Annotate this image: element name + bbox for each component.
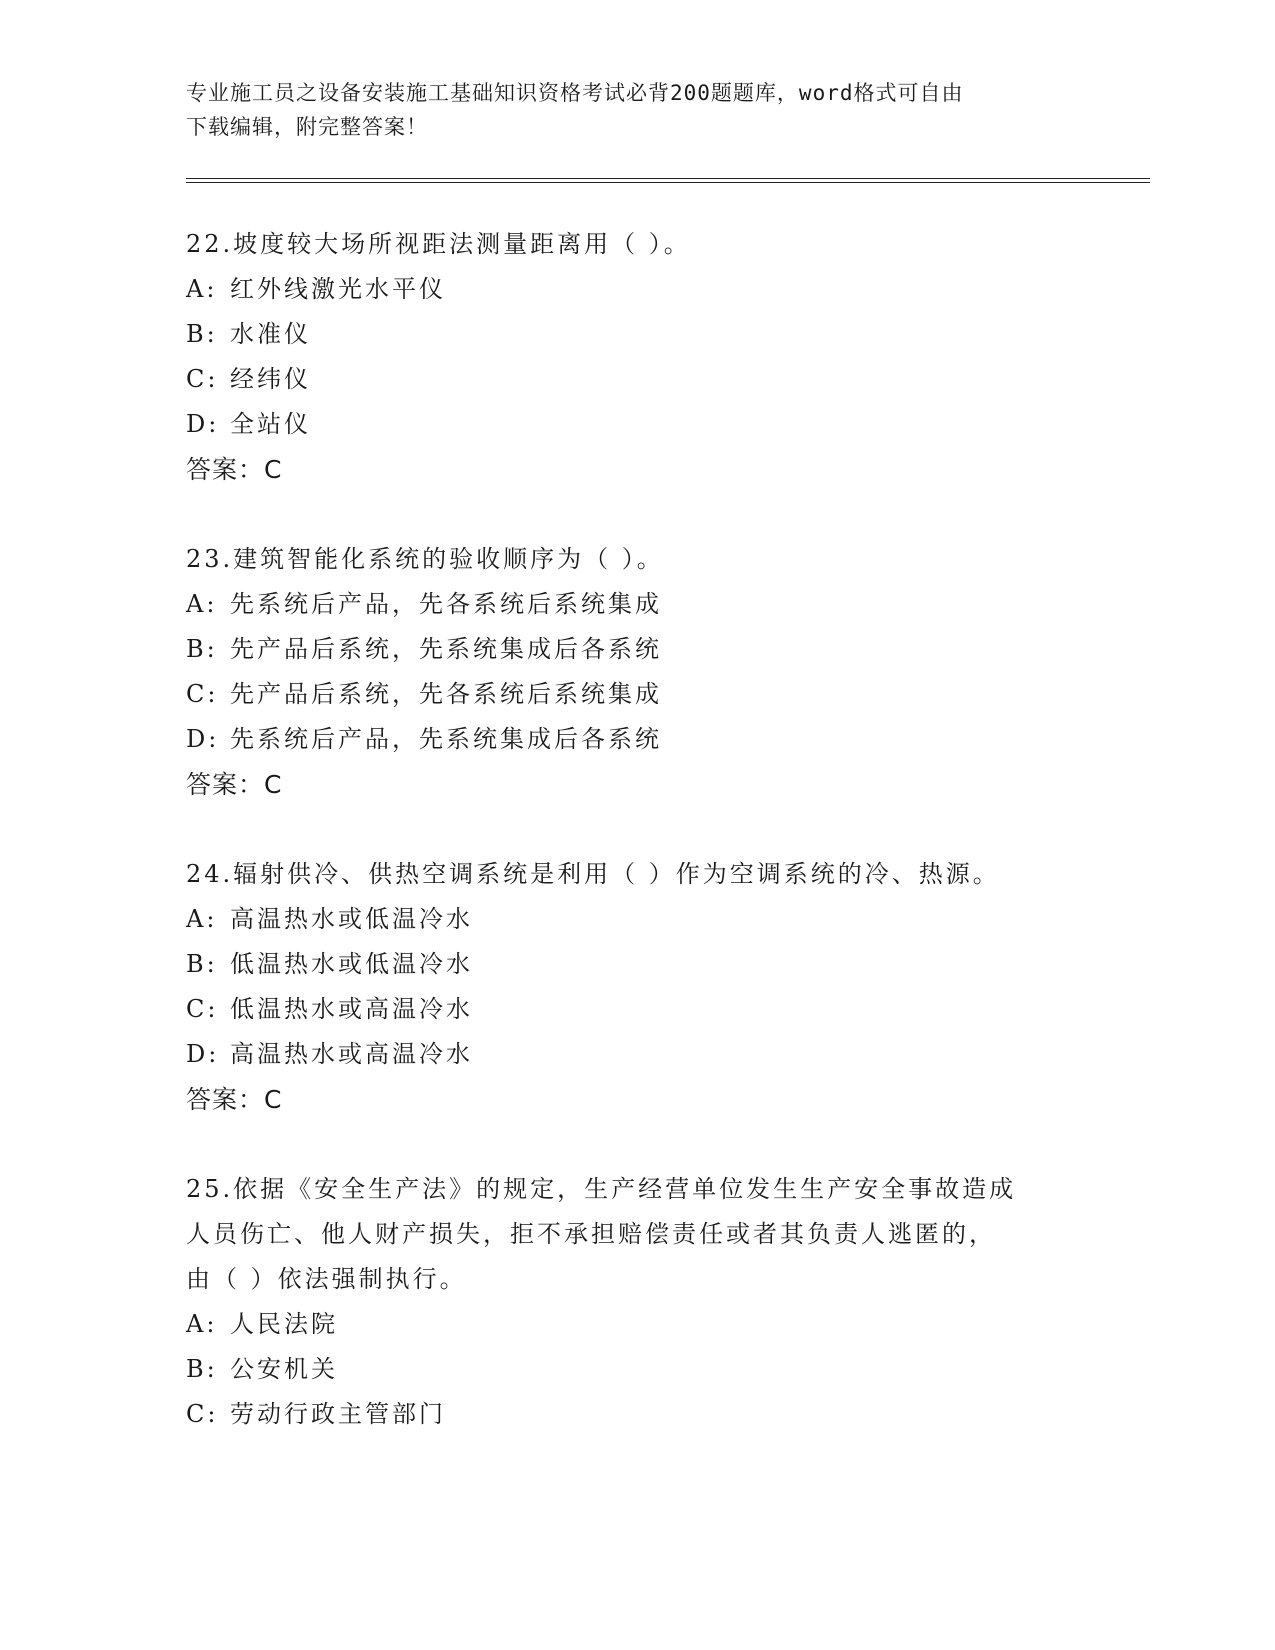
option-a (186, 582, 1086, 627)
option-text: 先产品后系统，先各系统后系统集成 (230, 680, 662, 708)
option-label: B: (186, 635, 218, 663)
question-stem-line-3: 由（ ）依法强制执行。 (186, 1265, 467, 1293)
option-text: 红外线激光水平仪 (230, 275, 446, 303)
option-label: C: (186, 1400, 219, 1428)
question-24 (186, 852, 1086, 1122)
option-label: C: (186, 680, 219, 708)
option-b (186, 312, 1086, 357)
option-a (186, 897, 1086, 942)
header-line-1: 专业施工员之设备安装施工基础知识资格考试必背200题题库，word格式可自由 (186, 81, 964, 105)
option-b (186, 1347, 1086, 1392)
option-label: A: (186, 590, 218, 618)
option-text: 先系统后产品，先各系统后系统集成 (230, 590, 662, 618)
option-text: 低温热水或低温冷水 (230, 950, 473, 978)
option-label: B: (186, 320, 218, 348)
option-label: D: (186, 410, 220, 438)
question-stem-line-1: 25.依据《安全生产法》的规定，生产经营单位发生生产安全事故造成 (186, 1175, 1017, 1203)
option-a (186, 267, 1086, 312)
option-label: C: (186, 365, 219, 393)
question-25 (186, 1167, 1086, 1437)
option-b (186, 627, 1086, 672)
option-label: D: (186, 725, 220, 753)
option-text: 人民法院 (230, 1310, 338, 1338)
header-divider-bottom (186, 182, 1150, 183)
option-label: A: (186, 275, 218, 303)
option-text: 公安机关 (230, 1355, 338, 1383)
answer-line: 答案：C (186, 1085, 283, 1114)
option-text: 全站仪 (230, 410, 311, 438)
answer-line: 答案：C (186, 455, 283, 484)
option-text: 低温热水或高温冷水 (230, 995, 473, 1023)
option-label: B: (186, 1355, 218, 1383)
question-stem: 22.坡度较大场所视距法测量距离用（ ）。 (186, 230, 691, 258)
option-text: 先产品后系统，先系统集成后各系统 (230, 635, 662, 663)
option-label: C: (186, 995, 219, 1023)
option-label: A: (186, 1310, 218, 1338)
option-text: 经纬仪 (230, 365, 311, 393)
question-stem-line-2: 人员伤亡、他人财产损失，拒不承担赔偿责任或者其负责人逃匿的， (186, 1220, 996, 1248)
question-23 (186, 537, 1086, 807)
option-c (186, 357, 1086, 402)
header-divider-top (186, 178, 1150, 179)
option-text: 高温热水或高温冷水 (230, 1040, 473, 1068)
header-line-2: 下载编辑，附完整答案！ (186, 115, 428, 139)
option-text: 先系统后产品，先系统集成后各系统 (230, 725, 662, 753)
option-d (186, 717, 1086, 762)
option-c (186, 672, 1086, 717)
option-label: B: (186, 950, 218, 978)
document-header (186, 76, 1066, 144)
option-b (186, 942, 1086, 987)
option-c (186, 1392, 1086, 1437)
option-label: D: (186, 1040, 220, 1068)
option-text: 高温热水或低温冷水 (230, 905, 473, 933)
option-text: 劳动行政主管部门 (230, 1400, 446, 1428)
option-label: A: (186, 905, 218, 933)
option-a (186, 1302, 1086, 1347)
answer-line: 答案：C (186, 770, 283, 799)
option-text: 水准仪 (230, 320, 311, 348)
question-stem: 24.辐射供冷、供热空调系统是利用（ ）作为空调系统的冷、热源。 (186, 860, 1000, 888)
question-stem: 23.建筑智能化系统的验收顺序为（ ）。 (186, 545, 664, 573)
option-d (186, 402, 1086, 447)
question-22 (186, 222, 1086, 492)
option-d (186, 1032, 1086, 1077)
option-c (186, 987, 1086, 1032)
